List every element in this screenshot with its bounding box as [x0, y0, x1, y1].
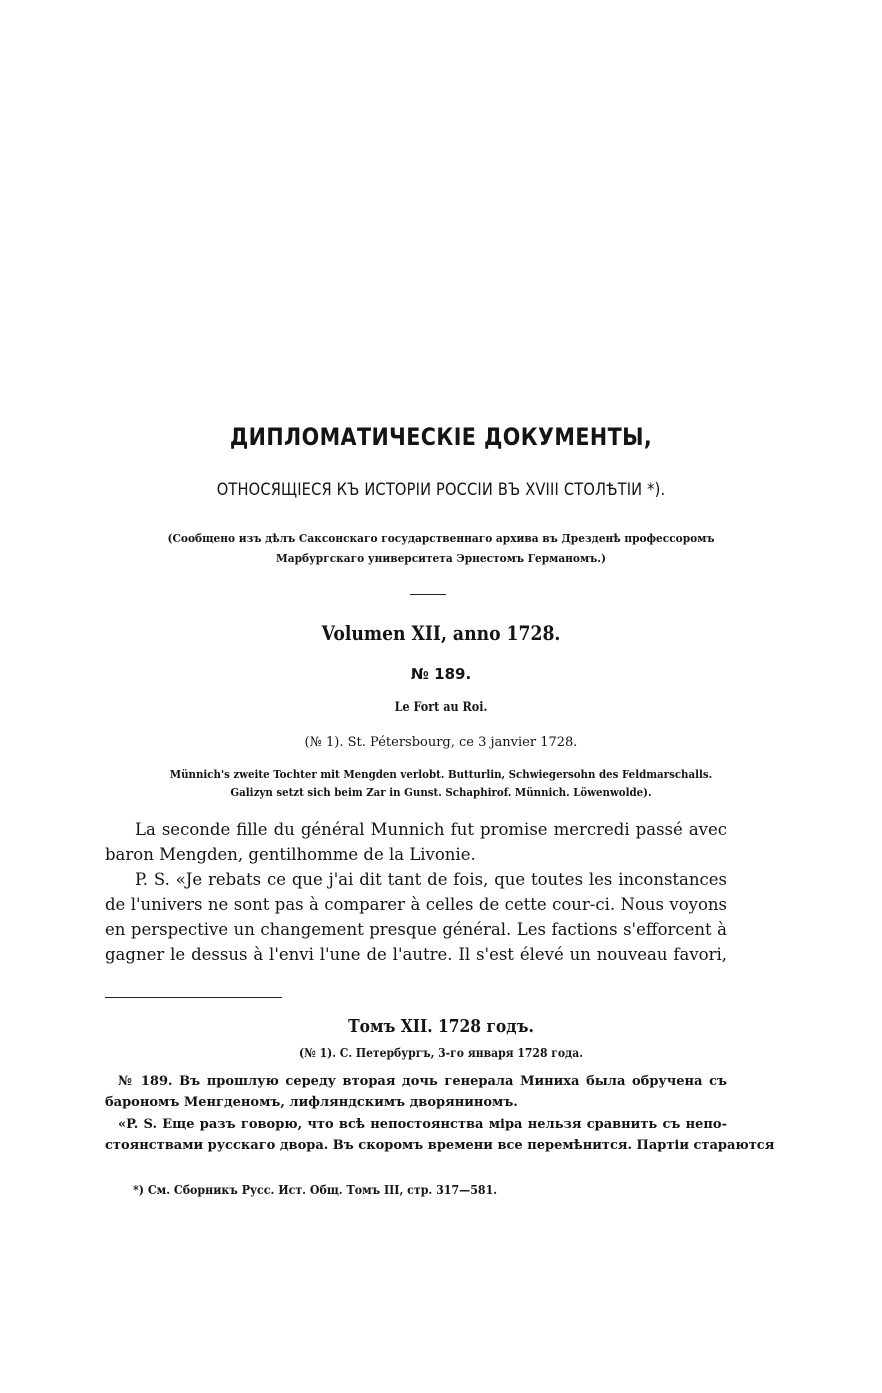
french-body-line: en perspective un changement presque général. Les factions s'efforcent à — [105, 920, 727, 939]
source-note-line-1: (Сообщено изъ дѣлъ Саксонскаго государственнаго архива въ Дрезденѣ профессоромъ — [167, 531, 715, 545]
footnote: *) См. Сборникъ Русс. Ист. Общ. Томъ III, стр. 317—581. — [133, 1183, 498, 1197]
french-body-line: La seconde fille du général Munnich fut promise mercredi passé avec — [135, 820, 727, 839]
russian-body-line: «P. S. Еще разъ говорю, что всѣ непостоянства міра нельзя сравнить съ непо- — [118, 1117, 727, 1132]
russian-body-line: № 189. Въ прошлую середу вторая дочь генерала Миниха была обручена съ — [118, 1074, 727, 1089]
document-sender-recipient: Le Fort au Roi. — [394, 700, 488, 715]
source-note-line-2: Марбургскаго университета Эрнестомъ Германомъ.) — [276, 551, 606, 565]
french-body-line: P. S. «Je rebats ce que j'ai dit tant de fois, que toutes les inconstances — [135, 870, 727, 889]
russian-volume-heading: Томъ XII. 1728 годъ. — [348, 1016, 534, 1037]
page-title: ДИПЛОМАТИЧЕСКІЕ ДОКУМЕНТЫ, — [229, 423, 653, 451]
summary-line-1: Münnich's zweite Tochter mit Mengden verlobt. Butturlin, Schwiegersohn des Feldmarschalls. — [169, 768, 713, 781]
page-subtitle: ОТНОСЯЩІЕСЯ КЪ ИСТОРІИ РОССІИ ВЪ XVIII СТОЛѢТІИ *). — [216, 480, 666, 500]
french-body-line: de l'univers ne sont pas à comparer à celles de cette cour-ci. Nous voyons — [105, 895, 727, 914]
russian-body-line: стоянствами русскаго двора. Въ скоромъ времени все перемѣнится. Партіи стараются — [105, 1138, 775, 1153]
document-place-date: (№ 1). St. Pétersbourg, ce 3 janvier 1728. — [304, 735, 578, 750]
summary-line-2: Galizyn setzt sich beim Zar in Gunst. Schaphirof. Münnich. Löwenwolde). — [230, 786, 652, 799]
document-number: № 189. — [410, 665, 472, 683]
russian-place-date: (№ 1). С. Петербургъ, 3-го января 1728 года. — [298, 1046, 584, 1060]
translation-divider — [105, 997, 282, 998]
section-divider — [410, 594, 446, 595]
russian-body-line: барономъ Менгденомъ, лифляндскимъ дворяниномъ. — [105, 1095, 518, 1110]
french-body-line: baron Mengden, gentilhomme de la Livonie. — [105, 845, 476, 864]
french-body-line: gagner le dessus à l'envi l'une de l'autre. Il s'est élevé un nouveau favori, — [105, 945, 727, 964]
volume-heading: Volumen XII, anno 1728. — [321, 621, 561, 645]
